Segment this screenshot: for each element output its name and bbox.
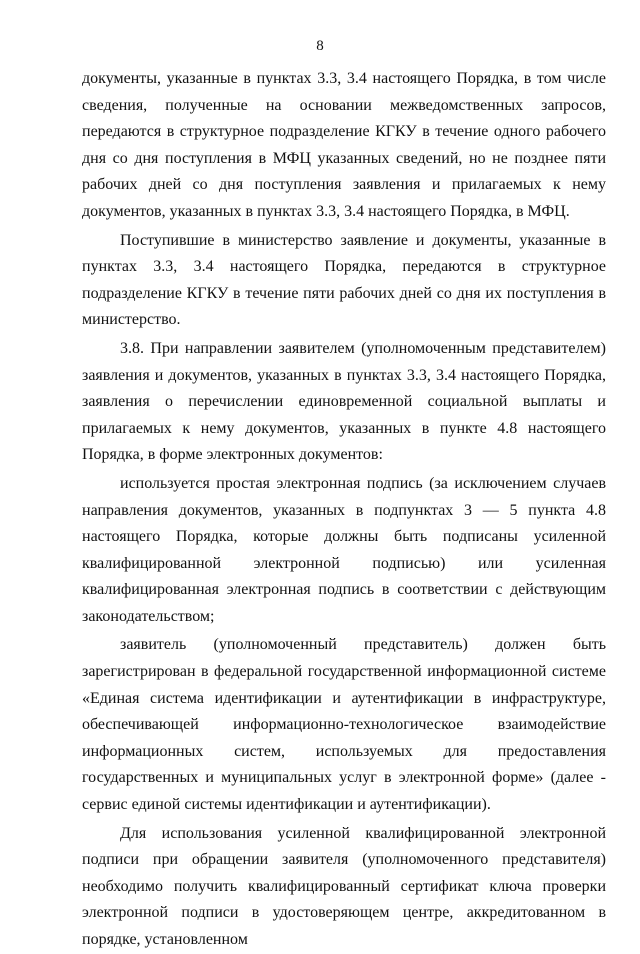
paragraph-qualified-certificate: Для использования усиленной квалифицированной электронной подписи при обращении заявителя (уполномоченного представителя) необходимо получить квалифицированный сертификат ключа проверки электронной подписи в удостоверяющем центре, аккредитованном в порядке, установленном xyxy=(82,824,606,948)
paragraph-simple-signature: используется простая электронная подпись (за исключением случаев направления документов, указанных в подпунктах 3 — 5 пункта 4.8 настоящего Порядка, которые должны быть подписаны усиленной квалифицированной электронной подписью) или усиленная квалифицированная электронная подпись в соответствии с действующим законодательством; xyxy=(82,474,606,625)
paragraph-3-8: 3.8. При направлении заявителем (уполномоченным представителем) заявления и документов, указанных в пунктах 3.3, 3.4 настоящего Порядка, заявления о перечислении единовременной социальной выплаты и прилагаемых к нему документов, указанных в пункте 4.8 настоящего Порядка, в форме электронных документов: xyxy=(82,339,606,464)
paragraph-ministry-transfer: Поступившие в министерство заявление и документы, указанные в пунктах 3.3, 3.4 настоящего Порядка, передаются в структурное подразделение КГКУ в течение пяти рабочих дней со дня их поступления в министерство. xyxy=(82,231,606,329)
paragraph-registration: заявитель (уполномоченный представитель) должен быть зарегистрирован в федеральной государственной информационной системе «Единая система идентификации и аутентификации в инфраструктуре, обеспечивающей информационно-технологическое взаимодействие информационных систем, используемых для предоставления государственных и муниципальных услуг в электронной форме» (далее - сервис единой системы идентификации и аутентификации). xyxy=(82,636,606,814)
document-body xyxy=(82,66,606,954)
page-number: 8 xyxy=(316,38,324,54)
paragraph-continuation: документы, указанные в пунктах 3.3, 3.4 настоящего Порядка, в том числе сведения, полученные на основании межведомственных запросов, передаются в структурное подразделение КГКУ в течение одного рабочего дня со дня поступления в МФЦ указанных сведений, но не позднее пяти рабочих дней со дня поступления заявления и прилагаемых к нему документов, указанных в пунктах 3.3, 3.4 настоящего Порядка, в МФЦ. xyxy=(82,70,606,220)
